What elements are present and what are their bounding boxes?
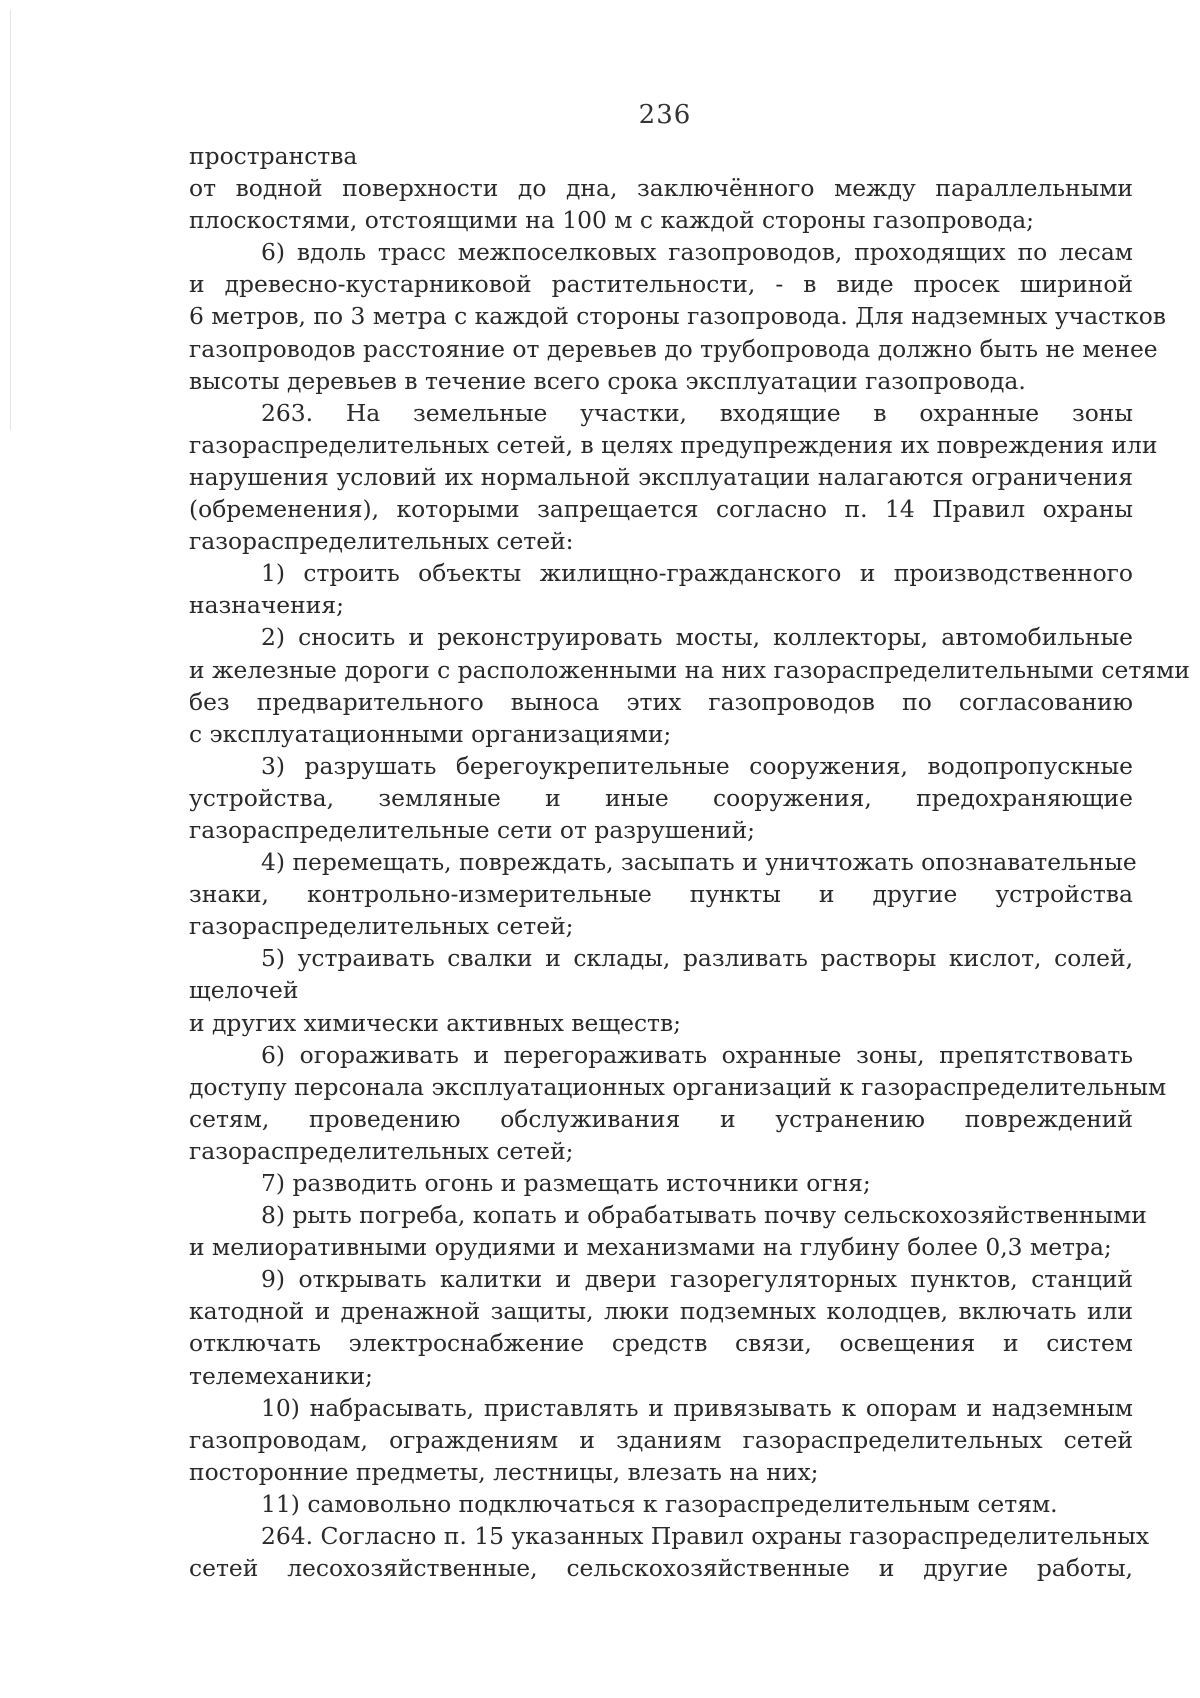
text-line: 10) набрасывать, приставлять и привязывать к опорам и надземным (261, 1393, 1133, 1422)
text-line: отключать электроснабжение средств связи, освещения и систем (189, 1329, 1133, 1358)
text-line: 8) рыть погреба, копать и обрабатывать почву сельскохозяйственными (261, 1201, 1147, 1230)
text-line: нарушения условий их нормальной эксплуатации налагаются ограничения (189, 462, 1133, 491)
text-line: газораспределительных сетей: (189, 527, 574, 556)
page-edge-shadow (10, 10, 11, 430)
text-line: катодной и дренажной защиты, люки подземных колодцев, включать или (189, 1297, 1133, 1326)
text-line: знаки, контрольно-измерительные пункты и другие устройства (189, 880, 1133, 909)
text-line: газопроводам, ограждениям и зданиям газораспределительных сетей (189, 1425, 1133, 1454)
text-line: плоскостями, отстоящими на 100 м с каждой стороны газопровода; (189, 206, 1035, 235)
text-line: сетей лесохозяйственные, сельскохозяйственные и другие работы, (189, 1554, 1133, 1583)
text-line: и мелиоративными орудиями и механизмами на глубину более 0,3 метра; (189, 1233, 1112, 1262)
text-line: устройства, земляные и иные сооружения, предохраняющие (189, 783, 1133, 812)
text-line: газораспределительных сетей, в целях предупреждения их повреждения или (189, 430, 1158, 459)
text-line: газораспределительных сетей; (189, 912, 574, 941)
text-line: газораспределительных сетей; (189, 1136, 574, 1165)
text-line: с эксплуатационными организациями; (189, 719, 672, 748)
page-number: 236 (638, 100, 692, 130)
text-line: 4) перемещать, повреждать, засыпать и уничтожать опознавательные (261, 848, 1137, 877)
text-line: и древесно-кустарниковой растительности, - в виде просек шириной (189, 270, 1133, 299)
text-line: от водной поверхности до дна, заключённого между параллельными (189, 174, 1133, 203)
text-line: 6) вдоль трасс межпоселковых газопроводов, проходящих по лесам (261, 238, 1133, 267)
text-line: доступу персонала эксплуатационных организаций к газораспределительным (189, 1072, 1167, 1101)
text-line: и других химически активных веществ; (189, 1008, 682, 1037)
text-line: без предварительного выноса этих газопроводов по согласованию (189, 687, 1133, 716)
text-line: 3) разрушать берегоукрепительные сооружения, водопропускные (261, 751, 1133, 780)
text-line: 6 метров, по 3 метра с каждой стороны газопровода. Для надземных участков (189, 302, 1166, 331)
text-line: пространства (189, 142, 358, 170)
text-line: телемеханики; (189, 1361, 373, 1390)
text-line: газораспределительные сети от разрушений; (189, 815, 756, 844)
text-line: 5) устраивать свалки и склады, разливать растворы кислот, солей, (261, 944, 1133, 973)
text-line: щелочей (189, 976, 299, 1005)
text-line: 9) открывать калитки и двери газорегуляторных пунктов, станций (261, 1265, 1133, 1294)
text-line: высоты деревьев в течение всего срока эксплуатации газопровода. (189, 366, 1026, 395)
text-line: посторонние предметы, лестницы, влезать на них; (189, 1457, 819, 1486)
text-line: (обременения), которыми запрещается согласно п. 14 Правил охраны (189, 495, 1133, 524)
text-line: назначения; (189, 591, 344, 620)
text-line: 2) сносить и реконструировать мосты, коллекторы, автомобильные (261, 623, 1133, 652)
text-line: 7) разводить огонь и размещать источники огня; (261, 1169, 871, 1197)
text-line: 264. Согласно п. 15 указанных Правил охраны газораспределительных (261, 1522, 1150, 1551)
text-line: газопроводов расстояние от деревьев до трубопровода должно быть не менее (189, 334, 1158, 363)
body-text (189, 140, 1190, 1584)
text-line: сетям, проведению обслуживания и устранению повреждений (189, 1104, 1133, 1133)
text-line: 6) огораживать и перегораживать охранные зоны, препятствовать (261, 1040, 1133, 1069)
text-line: 11) самовольно подключаться к газораспределительным сетям. (261, 1489, 1058, 1518)
text-line: 263. На земельные участки, входящие в охранные зоны (261, 398, 1133, 427)
text-line: и железные дороги с расположенными на них газораспределительными сетями (189, 655, 1190, 684)
text-line: 1) строить объекты жилищно-гражданского и производственного (261, 559, 1133, 588)
